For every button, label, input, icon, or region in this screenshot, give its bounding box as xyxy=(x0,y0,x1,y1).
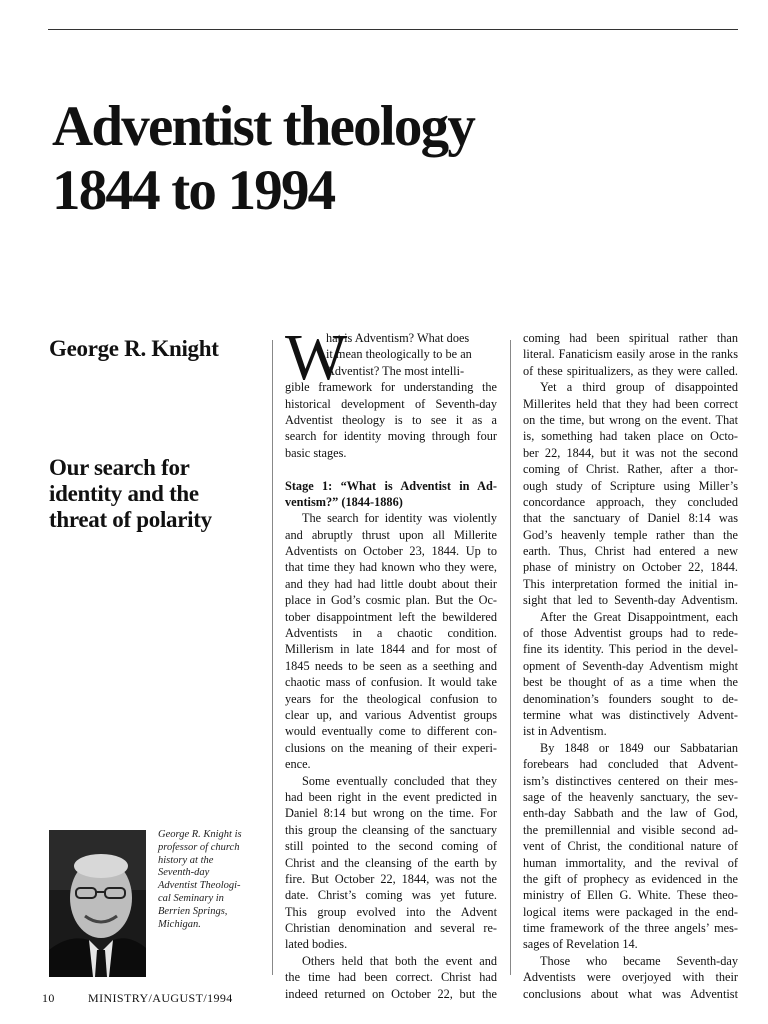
text-line: Stage 1: “What is Adventist in Ad- xyxy=(285,478,497,493)
text-line: ist in Adventism. xyxy=(523,724,607,739)
bio-line: history at the xyxy=(158,854,214,866)
text-line: vent of Christ, the conditional nature of xyxy=(523,839,738,854)
text-line: of those Adventist groups had to rede- xyxy=(523,626,738,641)
text-line: is, something had taken place on Octo- xyxy=(523,429,738,444)
bio-line: Adventist Theologi- xyxy=(158,880,241,892)
text-line: coming of Christ. Rather, after a thor- xyxy=(523,462,738,477)
text-line: it mean theologically to be an xyxy=(326,347,472,362)
text-line: Adventists on October 23, 1844. Up to xyxy=(285,544,497,559)
text-line: This group evolved into the Advent xyxy=(285,904,497,919)
text-line: human immortality, and the revival of xyxy=(523,855,738,870)
text-line: sage of the heavenly sanctuary, the sev- xyxy=(523,789,738,804)
text-line: fine its identity. This period in the devel- xyxy=(523,642,738,657)
article-subtitle xyxy=(49,455,249,533)
text-line: conclusions about what was Adventist xyxy=(523,986,738,1001)
text-line: Daniel 8:14 but wrong on the time. For xyxy=(285,806,497,821)
text-line: literal. Fanaticism easily arose in the ranks xyxy=(523,347,738,362)
text-line: this group the cleansing of the sanctuary xyxy=(285,822,497,837)
text-line: God’s heavenly temple rather than the xyxy=(523,527,738,542)
bio-line: Michigan. xyxy=(158,918,201,930)
text-line: Christ and the cleansing of the earth by xyxy=(285,855,497,870)
text-line: Adventists in a chaotic condition. xyxy=(285,626,497,641)
text-line: Adventist? The most intelli- xyxy=(326,363,465,378)
text-line: ence. xyxy=(285,757,311,772)
top-rule xyxy=(48,29,738,30)
text-line: sages of Revelation 14. xyxy=(523,937,638,952)
text-line: sight that led to Seventh-day Adventism. xyxy=(523,593,738,608)
text-line: 1845 needs to be seen as a seething and xyxy=(285,658,497,673)
text-line: concordance approach, they concluded xyxy=(523,494,738,509)
text-line: opment of Seventh-day Adventism might xyxy=(523,658,738,673)
text-line: ber 22, 1844, but it was not the second xyxy=(523,445,738,460)
author-bio xyxy=(158,829,270,931)
page-number: 10 xyxy=(42,991,55,1005)
subtitle-line: identity and the xyxy=(49,481,199,506)
title-line: Adventist theology xyxy=(52,95,475,158)
text-line: and they had had little doubt about their xyxy=(285,576,497,591)
text-line: indeed returned on October 22, but the xyxy=(285,986,497,1001)
text-line: hat is Adventism? What does xyxy=(326,331,470,345)
text-line: fire. But October 22, 1844, was not the xyxy=(285,871,497,886)
column-divider xyxy=(272,340,273,975)
text-line: phase of ministry on October 22, 1844. xyxy=(523,560,738,575)
bio-line: Seventh-day xyxy=(158,867,210,879)
text-line: Some eventually concluded that they xyxy=(302,773,497,788)
bio-line: George R. Knight is xyxy=(158,829,242,840)
text-line: historical development of Seventh-day xyxy=(285,396,497,411)
text-line: the gift of prophecy as evidenced in the xyxy=(523,871,738,886)
text-line: on the time, but wrong on the event. That xyxy=(523,412,738,427)
text-line: Millerites held that they had been correct xyxy=(523,396,738,411)
text-line: place in God’s cosmic plan. But the Oc- xyxy=(285,593,497,608)
text-line: the time had been correct. Christ had xyxy=(285,970,497,985)
text-line: chaotic mass of confusion. It would take xyxy=(285,675,497,690)
text-line: clusions on the meaning of their experi- xyxy=(285,740,497,755)
text-line: coming had been spiritual rather than xyxy=(523,331,738,345)
text-line: Those who became Seventh-day xyxy=(540,953,738,968)
text-line: would eventually come to different con- xyxy=(285,724,497,739)
text-line: lated bodies. xyxy=(285,937,348,952)
text-line: time framework of the three angels’ mes- xyxy=(523,921,738,936)
subtitle-line: threat of polarity xyxy=(49,507,212,532)
bio-line: cal Seminary in xyxy=(158,892,224,904)
drop-cap: W xyxy=(285,321,348,394)
text-line xyxy=(285,461,497,477)
subtitle-line: Our search for xyxy=(49,455,190,480)
text-line: termine what was distinctively Advent- xyxy=(523,707,738,722)
text-line: that time they had known who they were, xyxy=(285,560,497,575)
text-line: date. Christ’s coming was yet future. xyxy=(285,888,497,903)
article-title xyxy=(52,95,652,223)
text-line: gible framework for understanding the xyxy=(285,380,497,395)
text-line: Others held that both the event and xyxy=(302,953,497,968)
text-line: After the Great Disappointment, each xyxy=(540,609,738,624)
text-line: ventism?” (1844-1886) xyxy=(285,494,403,509)
author-byline: George R. Knight xyxy=(49,336,219,361)
text-line: basic stages. xyxy=(285,445,347,460)
text-line: Christian denomination and several re- xyxy=(285,921,497,936)
author-portrait-image xyxy=(49,830,146,977)
text-line: the premillennial and visible second ad- xyxy=(523,822,738,837)
column-divider xyxy=(510,340,511,975)
text-line: Yet a third group of disappointed xyxy=(540,380,738,395)
issue-label: MINISTRY/AUGUST/1994 xyxy=(88,991,233,1005)
text-line: This interpretation formed the initial in- xyxy=(523,576,738,591)
author-photo xyxy=(49,830,146,977)
text-line: logical items were packaged in the end- xyxy=(523,904,738,919)
text-line: clear up, and various Adventist groups xyxy=(285,707,497,722)
text-line: still pointed to the second coming of xyxy=(285,839,497,854)
text-line: that the sanctuary of Daniel 8:14 was xyxy=(523,511,738,526)
text-line: The search for identity was violently xyxy=(302,511,497,526)
body-column-1 xyxy=(285,321,497,1002)
text-line: tober disappointment left the bewildered xyxy=(285,609,497,624)
text-line: and abruptly thrust upon all Millerite xyxy=(285,527,497,542)
text-line: By 1848 or 1849 our Sabbatarian xyxy=(540,740,738,755)
text-line: enth-day Sabbath and the law of God, xyxy=(523,806,738,821)
bio-line: Berrien Springs, xyxy=(158,905,228,917)
text-line: of these spiritualizers, as they were called. xyxy=(523,363,738,378)
title-line: 1844 to 1994 xyxy=(52,159,335,222)
text-line: years for the theological confusion to xyxy=(285,691,497,706)
text-line: Adventist theology is to see it as a xyxy=(285,412,497,427)
text-line: ism’s distinctives centered on their mes- xyxy=(523,773,738,788)
text-line: ministry of Ellen G. White. These theo- xyxy=(523,888,738,903)
text-line: best be thought of as a time when the xyxy=(523,675,738,690)
text-line: forebears had concluded that Advent- xyxy=(523,757,738,772)
text-line: denomination’s founders sought to de- xyxy=(523,691,738,706)
text-line: ough study of Scripture using Miller’s xyxy=(523,478,738,493)
text-line: earth. Thus, Christ had entered a new xyxy=(523,544,738,559)
bio-line: professor of church xyxy=(158,841,240,853)
text-line: had been right in the event predicted in xyxy=(285,789,497,804)
body-column-2 xyxy=(523,330,738,1002)
text-line: Adventists were overjoyed with their xyxy=(523,970,738,985)
text-line: Millerism in late 1844 and for most of xyxy=(285,642,497,657)
text-line: search for identity moving through four xyxy=(285,429,497,444)
